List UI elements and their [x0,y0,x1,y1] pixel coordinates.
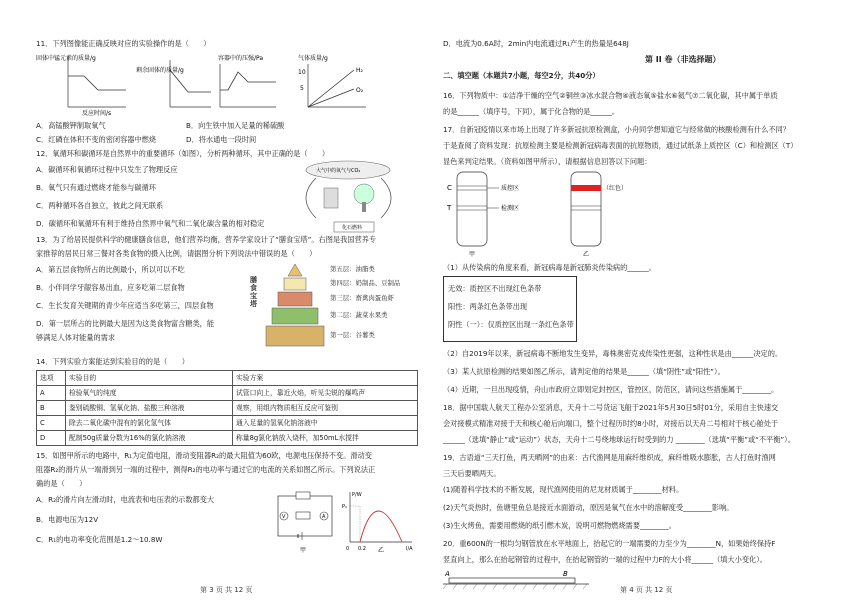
pyramid-layer-3: 第三层：畜禽肉蛋鱼虾 [330,294,394,302]
q13-opt-b[interactable]: B．小伴同学牙龈容易出血，应多吃第二层食物 [36,283,185,292]
graph-a-xlabel: 反应时间/s [82,110,112,117]
test-strip-figures [443,168,643,258]
q11-opt-b[interactable]: B．向生铁中加入足量的稀硫酸 [186,121,285,130]
graph-d-o2-label: O₂ [356,87,364,94]
q15-opt-c[interactable]: C．R₁的电功率变化范围是1.2～10.8W [36,535,163,544]
pyramid-layer-4: 第四层：奶制品、豆制品 [330,279,401,287]
table-cell: 通入足量的氢氧化钠溶液中 [233,416,418,431]
q17-line1: 17．自新冠疫情以来市场上出现了许多新冠抗原检测盒，小舟同学想知道它与经常做的核酸检测有什么不同？ [443,125,790,134]
q17-line3: 显色来判定结果。（资料如图甲所示），请根据信息回答以下问题： [443,157,652,166]
figure-label-yi: 乙 [378,547,385,554]
q15-line3: 确的是（ ） [36,479,87,488]
result-legend-box [443,276,577,342]
legend-invalid: 无效：质控区不出现红色条带 [448,284,542,293]
pyramid-graphic [264,262,326,352]
q15-opt-d[interactable]: D．电流为0.6A时，2min内电流通过R₁产生的热量是648J [443,39,629,48]
graph-a-ylabel: 固体中锰元素的质量/g [36,55,96,62]
q17-sub3: （3）某人抗原检测的结果如图乙所示，请判定他的结果是______（填“阴性”或“阳性”）。 [443,367,725,376]
graph-d-h2-label: H₂ [356,67,363,74]
q12-opt-a[interactable]: A．碳循环和氧循环过程中只发生了物理反应 [36,165,178,174]
q11-stem: 11．下列图像能正确反映对应的实验操作的是（ ） [36,39,211,48]
q19-sub2: (2)天气炎热时，鱼塘里鱼总是接近水面游动，原因是氧气在水中的溶解度受________影响。 [443,503,734,512]
table-header-cell: 实验目的 [66,371,233,386]
figure-label-yi: 乙 [583,251,590,258]
q15-line1: 15．如图甲所示的电路中，R₁为定值电阻，滑动变阻器R₂的最大阻值为60欧，电源电压保持不变。滑动变 [36,451,372,460]
strip-yi [571,172,627,258]
table-cell: 检验氧气的纯度 [66,386,233,401]
axis-origin: 0 [346,546,350,552]
q12-opt-d[interactable]: D．碳循环和氧循环有利于维持自然界中氧气和二氧化碳含量的相对稳定 [36,219,265,228]
q12-opt-c[interactable]: C．两种循环各自独立，彼此之间无联系 [36,201,164,210]
table-row [37,386,418,401]
pyramid-layer-1: 第一层：谷薯类 [330,331,375,339]
strip-t-label: T [447,204,452,212]
graph-d-tick-10: 10 [298,69,306,76]
cycle-bottom-label: 化石燃料 [342,225,363,231]
circuit-diagram [278,492,332,554]
q19-sub3: (3)生火烤鱼，需要用燃烧的纸引燃木炭，说明可燃物燃烧需要________。 [443,521,676,530]
q18-line3: ______（选填“静止”或“运动”）状态，天舟十二号绕地球运行时受到的力 ________（选填“平衡”或“不平衡”）。 [443,435,795,444]
q11-opt-a[interactable]: A．高锰酸钾制取氧气 [36,121,106,130]
axis-i-label: I/A [406,546,413,552]
strip-c-label: C [447,184,452,192]
q17-sub1: （1）从传染病的角度来看，新冠病毒是新冠肺炎传染病的______。 [443,263,657,272]
q15-figures [272,486,418,556]
table-row [37,401,418,416]
svg-text:V: V [282,514,286,520]
legend-negative: 阴性（一）：仅质控区出现一条红色条带 [448,320,574,329]
q14-table [36,370,418,446]
table-cell: 试管口向上，靠近火焰，听见尖锐的爆鸣声 [233,386,418,401]
table-cell: 称量8g氯化钠放入烧杯，加50mL水搅拌 [233,431,418,446]
steel-pipe-figure [443,568,593,590]
strip-qc-label: 质控区 [501,185,520,192]
table-cell: C [37,416,66,431]
pyramid-layer-5: 第五层：油脂类 [330,265,375,273]
cycle-top-label: 大气中的氧气与CO₂ [316,168,361,174]
table-row [37,416,418,431]
graph-b-ylabel: 剩余固体的质量/g [136,67,184,74]
strip-red-label: （红色） [603,185,628,192]
table-cell: 配制50g质量分数为16%的氯化钠溶液 [66,431,233,446]
q14-stem: 14．下列实验方案能达到实验目的的是（ ） [36,357,189,366]
q20-line1: 20．重600N的一根均匀钢管放在水平地面上，抬起它的一端需要的力至少为________N，如果始终保持F [443,539,776,548]
q17-sub4: （4）近期，一旦出现疫情，舟山市政府立即划定封控区，管控区，防范区，请问这些措施属于________。 [443,385,779,394]
figure-label-jia: 甲 [300,547,307,554]
graph-d-tick-5: 5 [300,85,304,92]
axis-tick-p1: P₁ [342,504,348,510]
legend-positive: 阳性：两条红色条带出现 [448,302,528,311]
pipe-label-a: A [445,570,450,578]
table-cell: 鉴别硫酸铜、氢氧化钠、盐酸三种溶液 [66,401,233,416]
q12-stem: 12．氧循环和碳循环是自然界中的重要循环（如图），分析两种循环，其中正确的是（ ） [36,149,330,158]
left-page-footer: 第 3 页 共 12 页 [200,586,253,594]
q18-line2: 会对接模式精准对接于天和核心舱后向端口，整个过程历时约8小时，对接后以天舟二号相对于核心舱处于 [443,419,779,428]
q15-opt-b[interactable]: B．电源电压为12V [36,515,99,524]
table-header-cell: 选项 [37,371,66,386]
graph-c [218,54,276,107]
food-pyramid [250,262,416,354]
pipe-label-b: B [563,570,568,578]
q20-line2: 竖直向上，那么在抬起钢管的过程中，在抬起钢管的一端的过程中力F的大小将______（填大小变化）。 [443,555,767,564]
table-row [37,431,418,446]
pyramid-side-label: 膳食宝塔 [250,276,257,309]
q13-opt-d1[interactable]: D．第一层所占的比例最大是因为这类食物富含糖类，能 [36,319,215,328]
q11-opt-c[interactable]: C．红磷在体积不变的密闭容器中燃烧 [36,135,157,144]
carbon-oxygen-cycle-diagram [286,158,416,236]
q19-sub1: (1)随着科学技术的不断发展，现代渔网使用的尼龙材质属于________材料。 [443,485,684,494]
q12-opt-b[interactable]: B．氧气只有通过燃烧才能参与碳循环 [36,183,156,192]
q18-line1: 18．据中国载人航天工程办公室消息，天舟十二号货运飞船于2021年5月30日5时01分，采用自主快速交 [443,403,779,412]
q15-opt-a[interactable]: A．R₂的滑片向左滑动时，电流表和电压表的示数都变大 [36,495,215,504]
graph-b [136,60,211,107]
pyramid-layer-2: 第二层：蔬菜水果类 [330,311,388,319]
figure-label-jia: 甲 [469,251,476,258]
q19-line2: 三天后要晒两天。 [443,469,501,478]
table-cell: B [37,401,66,416]
q17-sub2: （2）自2019年以来，新冠病毒不断地发生变异，毒株奥密克戎传染性更强，这种性状是由______决定的。 [443,349,783,358]
axis-tick-02: 0.2 [358,546,366,552]
section-heading: 二、填空题（本题共7小题，每空2分，共40分） [443,71,600,80]
q17-line2: 于是查阅了资料发现：抗原检测主要是检测新冠病毒表面的抗原物质，通过试纸条上质控区（C）和检测区（T） [443,141,798,150]
graph-d [298,54,366,107]
right-page-footer: 第 4 页 共 12 页 [620,586,673,594]
graph-a [36,54,126,117]
table-cell: 观察，用组内物质相互反应可鉴别 [233,401,418,416]
q11-graphs [36,52,376,117]
q15-line2: 阻器R₂的滑片从一端滑到另一端的过程中，测得R₂的电功率与通过它的电流的关系如图乙所示。下列说法正 [36,465,376,474]
table-header-row [37,371,418,386]
q13-opt-c[interactable]: C．生长发育关键期的青少年应适当多吃第三，四层食物 [36,301,214,310]
q11-opt-d[interactable]: D．将水通电一段时间 [186,135,257,144]
q13-opt-a[interactable]: A．第五层食物所占的比例最小，所以可以不吃 [36,265,185,274]
q16-line1: 16．下列物质中：①洁净干燥的空气②铜丝③冰水混合物④液态氧⑤盐水⑥氦气⑦二氧化碳，其中属于单质 [443,91,778,100]
part-title: 第 II 卷（非选择题） [645,55,721,64]
table-header-cell: 实验方案 [233,371,418,386]
q19-line1: 19．古语道“三天打鱼，两天晒网”的由来：古代渔网是用麻纤维织成，麻纤维吸水膨胀，古人打鱼时渔网 [443,453,776,462]
svg-text:A: A [322,514,326,520]
q13-line2: 家推荐的居民日常三餐对各类食物的摄入比例，请据图分析下列说法中错误的是（ ） [36,249,317,258]
axis-p-label: P/W [352,492,362,498]
table-cell: A [37,386,66,401]
graph-d-ylabel: 气体质量/g [298,55,328,62]
graph-c-ylabel: 容器中的压强/Pa [218,55,264,62]
power-current-graph [342,492,413,554]
table-cell: D [37,431,66,446]
q13-opt-d2: 够满足人体对能量的需求 [36,333,116,342]
q16-line2: 的是______（填序号，下同），属于化合物的是______。 [443,107,620,116]
strip-test-label: 检测区 [501,205,520,212]
q13-line1: 13．为了给居民提供科学的健康膳食信息，他们营养均衡，营养学家设计了“膳食宝塔”。右图是我国营养专 [36,235,377,244]
table-cell: 除去二氧化碳中混有的氯化氢气体 [66,416,233,431]
strip-jia [446,172,519,258]
